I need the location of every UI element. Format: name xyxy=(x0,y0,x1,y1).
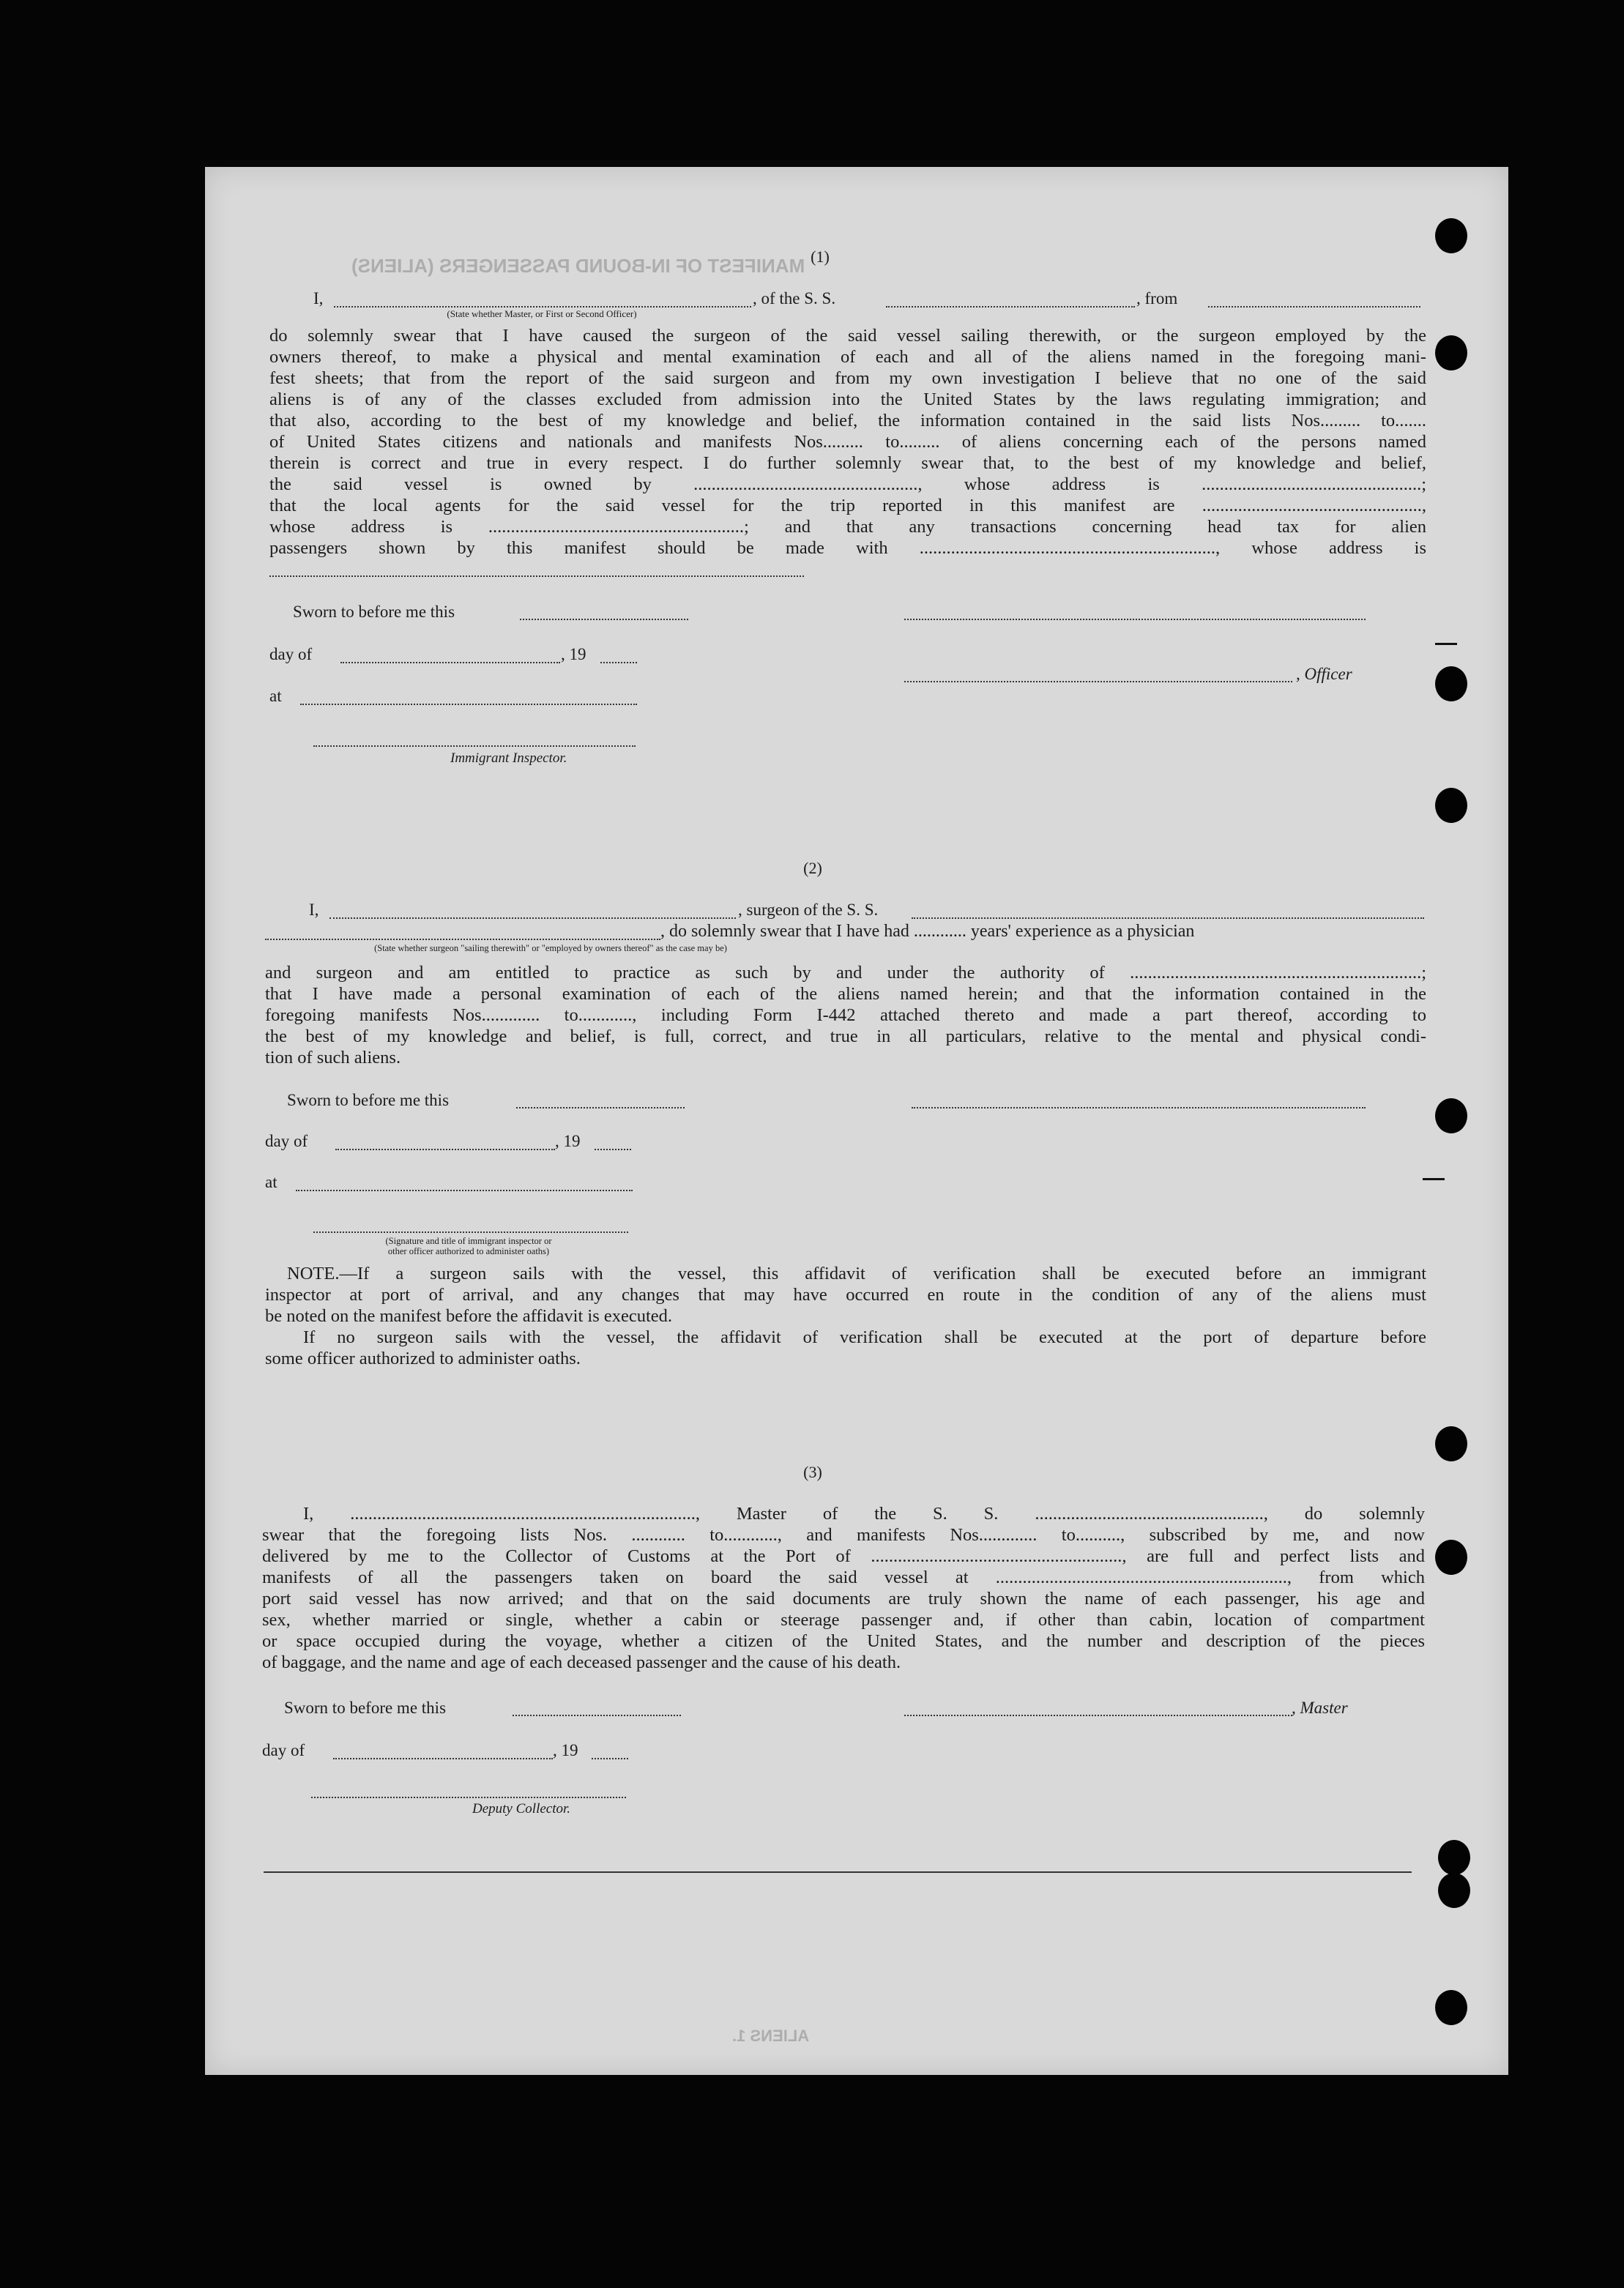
s2-year-label: , 19 xyxy=(555,1132,581,1150)
s1-body-line: do solemnly swear that I have caused the surgeon of the said vessel sailing therewith, or the surgeon employed by the xyxy=(269,326,1426,346)
s1-sworn-line xyxy=(520,619,688,620)
s3-body-line: sex, whether married or single, whether a cabin or steerage passenger and, if other than cabin, location of compartment xyxy=(262,1610,1425,1630)
s3-body-line: port said vessel has now arrived; and that on the said documents are truly shown the name of each passenger, his age and xyxy=(262,1589,1425,1609)
note-line: some officer authorized to administer oaths. xyxy=(265,1349,581,1368)
s2-body-line: that I have made a personal examination of each of the aliens named herein; and that the information contained in the xyxy=(265,984,1426,1004)
s3-sworn-line xyxy=(513,1715,681,1716)
punch-hole xyxy=(1435,335,1467,370)
s1-body-line: owners thereof, to make a physical and mental examination of each and all of the aliens named in the foregoing mani- xyxy=(269,347,1426,367)
s2-sworn-line xyxy=(516,1107,685,1108)
s1-body-line: passengers shown by this manifest should be made with .................................................................., whose address is xyxy=(269,538,1426,558)
s3-year-line xyxy=(592,1758,628,1759)
s3-sworn-label: Sworn to before me this xyxy=(284,1699,447,1717)
s3-body-line: delivered by me to the Collector of Customs at the Port of ........................................................, are full and perfect lists and xyxy=(262,1546,1425,1566)
section-2-body xyxy=(265,962,1426,1068)
s1-from-line xyxy=(1208,306,1420,308)
s3-master-label: , Master xyxy=(1292,1699,1348,1717)
bleed-through-footer: ALIENS 1. xyxy=(732,2027,810,2045)
s2-at-label: at xyxy=(265,1173,278,1191)
s2-officer-line xyxy=(313,1231,628,1233)
section-3-body xyxy=(262,1503,1425,1673)
s3-body-line: of baggage, and the name and age of each deceased passenger and the cause of his death. xyxy=(262,1652,901,1672)
s1-body-line: whose address is .........................................................; and that any transactions concerning head tax for alien xyxy=(269,517,1426,537)
section-1-number: (1) xyxy=(811,247,830,266)
s1-body-line: that the local agents for the said vessel for the trip reported in this manifest are ................................................., xyxy=(269,496,1426,515)
s3-collector-line xyxy=(311,1797,626,1798)
s1-day-of-label: day of xyxy=(269,645,313,663)
s2-vessel-line xyxy=(912,917,1424,919)
s3-master-line xyxy=(904,1715,1292,1716)
s1-signature-line xyxy=(904,619,1366,620)
s1-vessel-line xyxy=(886,306,1135,308)
s3-year-label: , 19 xyxy=(553,1741,578,1759)
s1-i-label: I, xyxy=(313,289,324,308)
s1-body-line: the said vessel is owned by .................................................., whose address is .................................................; xyxy=(269,474,1426,494)
s2-at-line xyxy=(296,1190,633,1191)
note-line: inspector at port of arrival, and any changes that may have occurred en route in the condition of any of the aliens must xyxy=(265,1285,1426,1305)
s2-signature-line xyxy=(912,1107,1366,1108)
s1-officer-caption: (State whether Master, or First or Second Officer) xyxy=(447,308,637,319)
s2-i-label: I, xyxy=(309,901,319,919)
s1-inspector-label: Immigrant Inspector. xyxy=(450,750,567,766)
s2-body-line: tion of such aliens. xyxy=(265,1048,401,1067)
s3-day-of-label: day of xyxy=(262,1741,305,1759)
s1-at-label: at xyxy=(269,687,282,705)
s3-body-line: swear that the foregoing lists Nos. ............ to............, and manifests Nos............. to.........., subscribed by me, and now xyxy=(262,1525,1425,1545)
s2-body-line: foregoing manifests Nos............. to............, including Form I-442 attached thereto and made a part thereof, according to xyxy=(265,1005,1426,1025)
s2-sig-caption-1: (Signature and title of immigrant inspector or xyxy=(385,1236,552,1246)
s2-body-line: the best of my knowledge and belief, is full, correct, and true in all particulars, relative to the mental and physical condi- xyxy=(265,1026,1426,1046)
s2-swear-line: , do solemnly swear that I have had ............ years' experience as a physician xyxy=(660,922,1195,941)
punch-hole xyxy=(1435,788,1467,823)
s2-capacity-caption: (State whether surgeon "sailing therewith" or "employed by owners thereof" as the case may be) xyxy=(374,943,727,953)
s2-day-line xyxy=(335,1149,555,1150)
section-1-body xyxy=(269,325,1426,559)
s1-year-label: , 19 xyxy=(561,645,586,663)
bleed-through-header: MANIFEST OF IN-BOUND PASSENGERS (ALIENS) xyxy=(351,255,805,277)
s2-name-line xyxy=(329,917,736,919)
s1-body-line: aliens is of any of the classes excluded from admission into the United States by the laws regulating immigration; and xyxy=(269,390,1426,409)
s2-sworn-label: Sworn to before me this xyxy=(287,1091,450,1109)
s1-officer-line xyxy=(904,681,1292,682)
punch-hole xyxy=(1435,1540,1467,1575)
note-block xyxy=(265,1263,1426,1369)
s3-body-line: or space occupied during the voyage, whether a citizen of the United States, and the number and description of the pieces xyxy=(262,1631,1425,1651)
s2-day-of-label: day of xyxy=(265,1132,308,1150)
s1-body-line: of United States citizens and nationals and manifests Nos......... to......... of aliens concerning each of the persons named xyxy=(269,432,1426,452)
note-line: NOTE.—If a surgeon sails with the vessel, this affidavit of verification shall be executed before an immigrant xyxy=(287,1264,1426,1283)
s1-year-line xyxy=(600,662,637,663)
bottom-rule xyxy=(264,1871,1412,1873)
s1-officer-name-line xyxy=(334,306,751,308)
punch-hole xyxy=(1435,666,1467,701)
s1-day-line xyxy=(340,662,560,663)
s3-body-line: manifests of all the passengers taken on board the said vessel at ................................................................., from which xyxy=(262,1568,1425,1587)
margin-tick xyxy=(1435,643,1457,645)
note-line: If no surgeon sails with the vessel, the affidavit of verification shall be executed at the port of departure before xyxy=(303,1327,1426,1347)
punch-hole xyxy=(1438,1873,1470,1908)
s3-collector-label: Deputy Collector. xyxy=(472,1801,571,1816)
s1-inspector-line xyxy=(313,745,636,747)
s1-address-continuation-line xyxy=(269,575,804,577)
section-2-number: (2) xyxy=(803,859,822,877)
manifest-page xyxy=(205,167,1508,2075)
s2-surgeon-label: , surgeon of the S. S. xyxy=(738,901,879,919)
punch-hole xyxy=(1435,1098,1467,1133)
s1-body-line: therein is correct and true in every respect. I do further solemnly swear that, to the best of my knowledge and belief, xyxy=(269,453,1426,473)
s2-body-line: and surgeon and am entitled to practice as such by and under the authority of .................................................................; xyxy=(265,963,1426,983)
s2-year-line xyxy=(595,1149,631,1150)
s2-sig-caption-2: other officer authorized to administer oaths) xyxy=(387,1246,550,1256)
s1-of-ss-label: , of the S. S. xyxy=(753,289,836,308)
section-3-number: (3) xyxy=(803,1463,822,1481)
s2-capacity-line xyxy=(265,939,660,940)
s1-sworn-label: Sworn to before me this xyxy=(293,603,455,621)
note-line: be noted on the manifest before the affidavit is executed. xyxy=(265,1306,673,1326)
s1-officer-label: , Officer xyxy=(1296,665,1352,683)
punch-hole xyxy=(1435,218,1467,253)
s3-day-line xyxy=(333,1758,553,1759)
s1-at-line xyxy=(300,704,637,705)
s3-body-line: I, ............................................................................., Master of the S. S. ..................................................., do solemnly xyxy=(303,1504,1425,1524)
s1-body-line: that also, according to the best of my knowledge and belief, the information contained in the said lists Nos......... to....... xyxy=(269,411,1426,431)
punch-hole xyxy=(1435,1426,1467,1461)
s1-body-line: fest sheets; that from the report of the said surgeon and from my own investigation I believe that no one of the said xyxy=(269,368,1426,388)
punch-hole xyxy=(1438,1840,1470,1875)
margin-tick xyxy=(1423,1178,1445,1180)
punch-hole xyxy=(1435,1990,1467,2025)
s1-from-label: , from xyxy=(1136,289,1178,308)
